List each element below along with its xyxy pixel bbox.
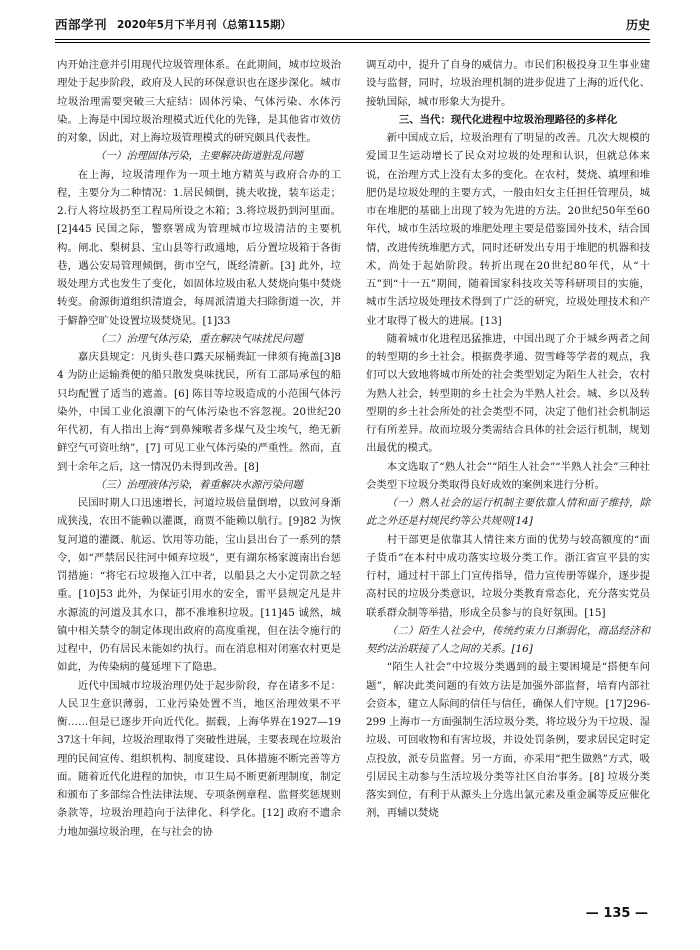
- paragraph: 民国时期人口迅速增长，河道垃圾倍量倒增，以致河身渐成狭浅，农田不能赖以灌溉，商贾不能赖以航行。[9]82 为恢复河道的灌溉、航运、饮用等功能，宝山县出台了一系列的禁令，如“严禁居民往河中倾弃垃圾”，更有湖东杨家渡南出台惩罚措施：“将宅石垃圾拖入江中者，以船县之大小定罚款之轻重。[10]53 此外，为保证引用水的安全，雷平县规定凡是井水源流的河道及其水口，都不准堆积垃圾。[11]45 诚然，城镇中相关禁令的制定体现出政府的高度重视，但在法令施行的过程中，仍有居民未能如约执行。而在消息相对闭塞农村更是如此，为传染病的蔓延埋下了隐患。: [57, 497, 341, 674]
- section-heading: （二）治理气体污染，重在解决气味扰民问题: [95, 332, 303, 345]
- journal-brand: 西部学刊: [55, 17, 108, 32]
- right-column: [366, 56, 650, 823]
- issue-info: 2020年5月下半月刊（总第115期）: [117, 19, 291, 31]
- paragraph: 调互动中，提升了自身的威信力。市民们积极投身卫生事业建设与监督，同时，垃圾治理机制的进步促进了上海的近代化、接轨国际，城市形象大为提升。: [366, 59, 650, 108]
- paragraph: 新中国成立后，垃圾治理有了明显的改善。几次大规模的爱国卫生运动增长了民众对垃圾的处理和认识，但就总体来说，在治理方式上没有太多的变化。在农村，焚烧、填埋和堆肥仍是垃圾处理的主要方式，一般由妇女主任担任管理员，城市在堆肥的基础上出现了较为先进的方法。20世纪50年至60年代，城市生活垃圾的堆肥处理主要是借鉴国外技术，结合国情，改进传统堆肥方式，同时还研发出专用于堆肥的机器和技术，尚处于起始阶段。转折出现在20世纪80年代，从“十五”到“十一五”期间，随着国家科技攻关等科研项目的实施，城市生活垃圾处理技术得到了广泛的研究，垃圾处理技术和产业才取得了极大的进展。[13]: [366, 132, 650, 327]
- header-rule-thin: [55, 42, 650, 43]
- paragraph: 村干部更是依靠其人情往来方面的优势与较高额度的“面子货币”在本村中成功落实垃圾分类工作。浙江省宣平县的实行村，通过村干部上门宣传指导，借力宣传册等媒介，逐步提高村民的垃圾分类意识，垃圾分类教育常态化，充分落实党员联系群众制等举措，形成全员参与的良好氛围。[15]: [366, 533, 650, 619]
- paragraph: 嘉庆县规定：凡街头巷口露天尿桶粪缸一律须有掩盖[3]84 为防止运输粪便的船只散发臭味扰民，所有工部局承包的船只均配置了适当的遮盖。[6] 陈目等垃圾造成的小范围气体污染外，中国工业化浪潮下的气体污染也不容忽视。20世纪20年代初，有人指出上海“到鼻辣喉者多煤气及尘埃气，绝无新鲜空气可资吐纳”，[7] 可见工业气体污染的严重性。然而，直到十余年之后，这一情况仍未得到改善。[8]: [57, 351, 341, 473]
- left-column: [57, 56, 341, 841]
- section-heading: （一）治理固体污染，主要解决街道脏乱问题: [95, 150, 303, 163]
- page-number: — 135 —: [585, 906, 648, 921]
- paragraph: 内开始注意并引用现代垃圾管理体系。在此期间，城市垃圾治理处于起步阶段，政府及人民的环保意识也在逐步深化。城市垃圾治理需要突破三大症结：固体污染、气体污染、水体污染。上海是中国垃圾治理模式近代化的先锋，是其他省市效仿的对象，因此，对上海垃圾管理模式的研究颇具代表性。: [57, 59, 341, 144]
- paragraph: “陌生人社会”中垃圾分类遇到的最主要困境是“搭便车问题”，解决此类问题的有效方法是加强外部监督，培育内部社会资本，建立人际间的信任与信任，确保人们守规。[17]296-299 上海市一方面强制生活垃圾分类，将垃圾分为干垃圾、湿垃圾、可回收物和有害垃圾，并设处罚条例，要求居民定时定点投放，派专员监督。另一方面，亦采用“把生做熟”方式，吸引居民主动参与生活垃圾分类等社区自治事务。[8] 垃圾分类落实到位，有利于从源头上分选出氯元素及重金属等反应催化剂，再辅以焚烧: [366, 661, 650, 820]
- section-heading: （三）治理液体污染，着重解决水源污染问题: [95, 478, 303, 491]
- paragraph: 随着城市化进程迅猛推进，中国出现了介于城乡两者之间的转型期的乡土社会。根据费孝通、贺雪峰等学者的观点，我们可以大致地将城市所处的社会类型划定为陌生人社会，农村为熟人社会，转型期的乡土社会为半熟人社会。城、乡以及转型期的乡土社会所处的社会类型不同，决定了他们社会机制运行有所差异。故而垃圾分类需结合具体的社会运行机制，规划出最优的模式。: [366, 332, 650, 455]
- paragraph: 近代中国城市垃圾治理仍处于起步阶段，存在诸多不足：人民卫生意识薄弱，工业污染处置不当，地区治理效果不平衡……但是已逐步开向近代化。据载，上海华界在1927—1937这十年间，垃圾治理取得了突破性进展，主要表现在垃圾治理的民间宣传、组织机构、制度建设、具体措施不断完善等方面。随着近代化进程的加快，市卫生局不断更新理制度，制定和颁布了多部综合性法律法规、专项条例章程、监督奖惩规则条款等，垃圾治理趋向于法律化、科学化。[12] 政府不遗余力地加强垃圾治理，在与社会的协: [57, 679, 341, 838]
- section-heading: 三、当代：现代化进程中垃圾治理路径的多样化: [398, 113, 618, 126]
- paragraph: （二）陌生人社会中，传统约束力日渐弱化，商品经济和契约法治联接了人之间的关系。[16]: [366, 624, 650, 655]
- paragraph: 本文选取了“熟人社会”“陌生人社会”“半熟人社会”三种社会类型下垃圾分类取得良好成效的案例来进行分析。: [366, 460, 650, 491]
- section-label: 历史: [625, 18, 650, 32]
- header-rule: [55, 39, 650, 40]
- paragraph: （一）熟人社会的运行机制主要依靠人情和面子维持，除此之外还是村规民约等公共规则[14]: [366, 497, 650, 528]
- paragraph: 在上海，垃圾清理作为一项土地方精英与政府合办的工程，主要分为二种情况：1.居民倾倒，挑夫收拢，装车运走；2.行人将垃圾扔至工程局所设之木箱；3.将垃圾扔到河里面。[2]445 民国之际，警察署成为管理城市垃圾清洁的主要机构。闸北、梨树县、宝山县等行政通地，后分置垃圾箱于各街巷，遇公安局管理倾倒，街市空气，既经清新。[3] 此外，垃圾处理方式也发生了变化，如固体垃圾由私人焚烧向集中焚烧转变。俞源街道组织清道会，每周派清道夫扫除街道一次，并于僻静空旷处设置垃圾焚烧见。[1]33: [57, 168, 341, 327]
- page-header: [55, 14, 650, 38]
